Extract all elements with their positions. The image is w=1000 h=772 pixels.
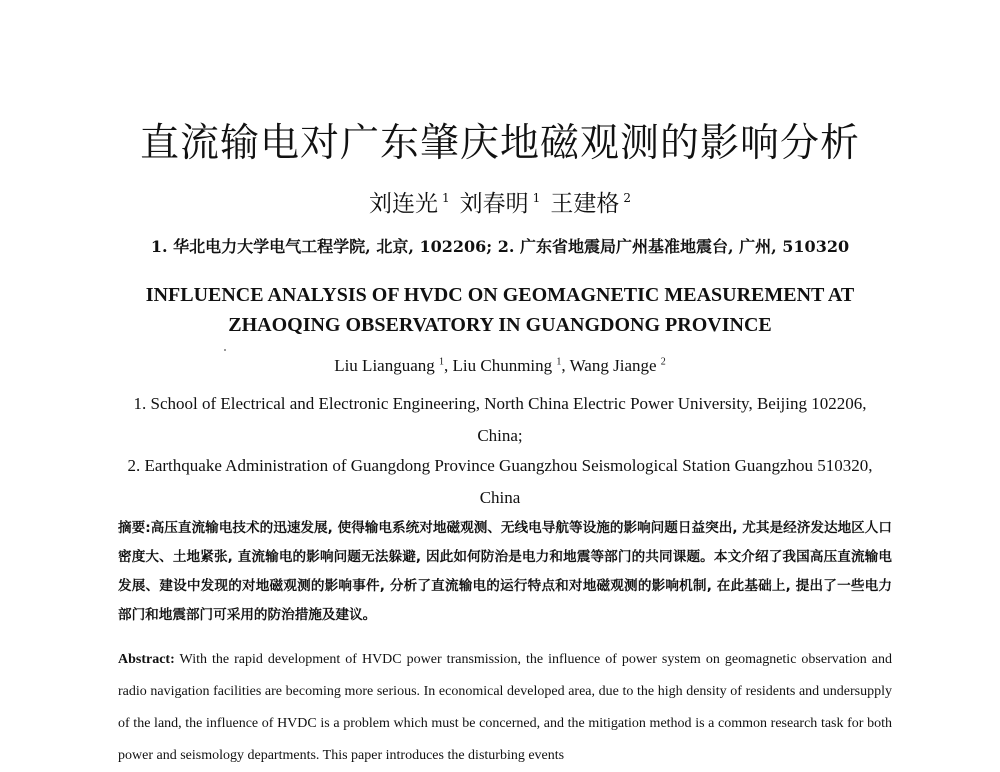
chinese-abstract xyxy=(118,514,892,630)
english-authors: Liu Lianguang $^1$, Liu Chunming $^1$, Wang Jiange $^2$ xyxy=(334,356,666,375)
author-cn-1: 刘连光 xyxy=(369,191,439,217)
english-abstract-text: With the rapid development of HVDC power transmission, the influence of power system on geomagnetic observation and radio navigation facilities are becoming more serious. In economical developed area, due to the high density of residents and undersupply of the land, the influence of HVDC is a problem which must be concerned, and the mitigation method is a common research task for both power and seismology departments. This paper introduces the disturbing events xyxy=(118,652,892,763)
author-en-3-sup: 2 xyxy=(660,356,666,368)
chinese-abstract-text: 高压直流输电技术的迅速发展, 使得输电系统对地磁观测、无线电导航等设施的影响问题日益突出, 尤其是经济发达地区人口密度大、土地紧张, 直流输电的影响问题无法躲避, 因此如何防治是电力和地震等部门的共同课题。本文介绍了我国高压直流输电发展、建设中发现的对地磁观测的影响事件, 分析了直流输电的运行特点和对地磁观测的影响机制, 在此基础上, 提出了一些电力部门和地震部门可采用的防治措施及建议。 xyxy=(118,520,893,623)
author-en-3: Wang Jiange xyxy=(569,356,657,375)
english-abstract-label: Abstract: xyxy=(118,652,175,667)
author-en-2: Liu Chunming xyxy=(452,356,553,375)
english-affiliation-2: 2. Earthquake Administration of Guangdong Province Guangzhou Seismological Station Guangzhou 510320, China xyxy=(127,456,873,507)
english-title-line-2: ZHAOQING OBSERVATORY IN GUANGDONG PROVINCE xyxy=(228,314,772,336)
english-title xyxy=(0,280,1000,340)
author-en-2-sup: 1 xyxy=(556,356,562,368)
english-affiliation-1: 1. School of Electrical and Electronic Engineering, North China Electric Power University, Beijing 102206, China; xyxy=(133,394,867,445)
english-abstract xyxy=(118,644,892,772)
chinese-title: 直流输电对广东肇庆地磁观测的影响分析 xyxy=(139,121,860,166)
chinese-abstract-label: 摘要: xyxy=(118,520,151,536)
english-title-line-1: INFLUENCE ANALYSIS OF HVDC ON GEOMAGNETIC MEASUREMENT AT xyxy=(145,284,855,306)
chinese-affiliation: 1. 华北电力大学电气工程学院, 北京, 102206; 2. 广东省地震局广州基准地震台, 广州, 510320 xyxy=(150,237,850,256)
author-cn-3-sup: 2 xyxy=(623,191,631,206)
author-en-1: Liu Lianguang xyxy=(334,356,435,375)
scan-speck xyxy=(224,349,226,351)
chinese-authors xyxy=(0,185,1000,218)
author-cn-3: 王建格 xyxy=(550,191,620,217)
author-cn-2-sup: 1 xyxy=(532,191,541,206)
author-en-1-sup: 1 xyxy=(439,356,445,368)
author-cn-2: 刘春明 xyxy=(459,191,529,217)
author-cn-1-sup: 1 xyxy=(442,191,450,206)
